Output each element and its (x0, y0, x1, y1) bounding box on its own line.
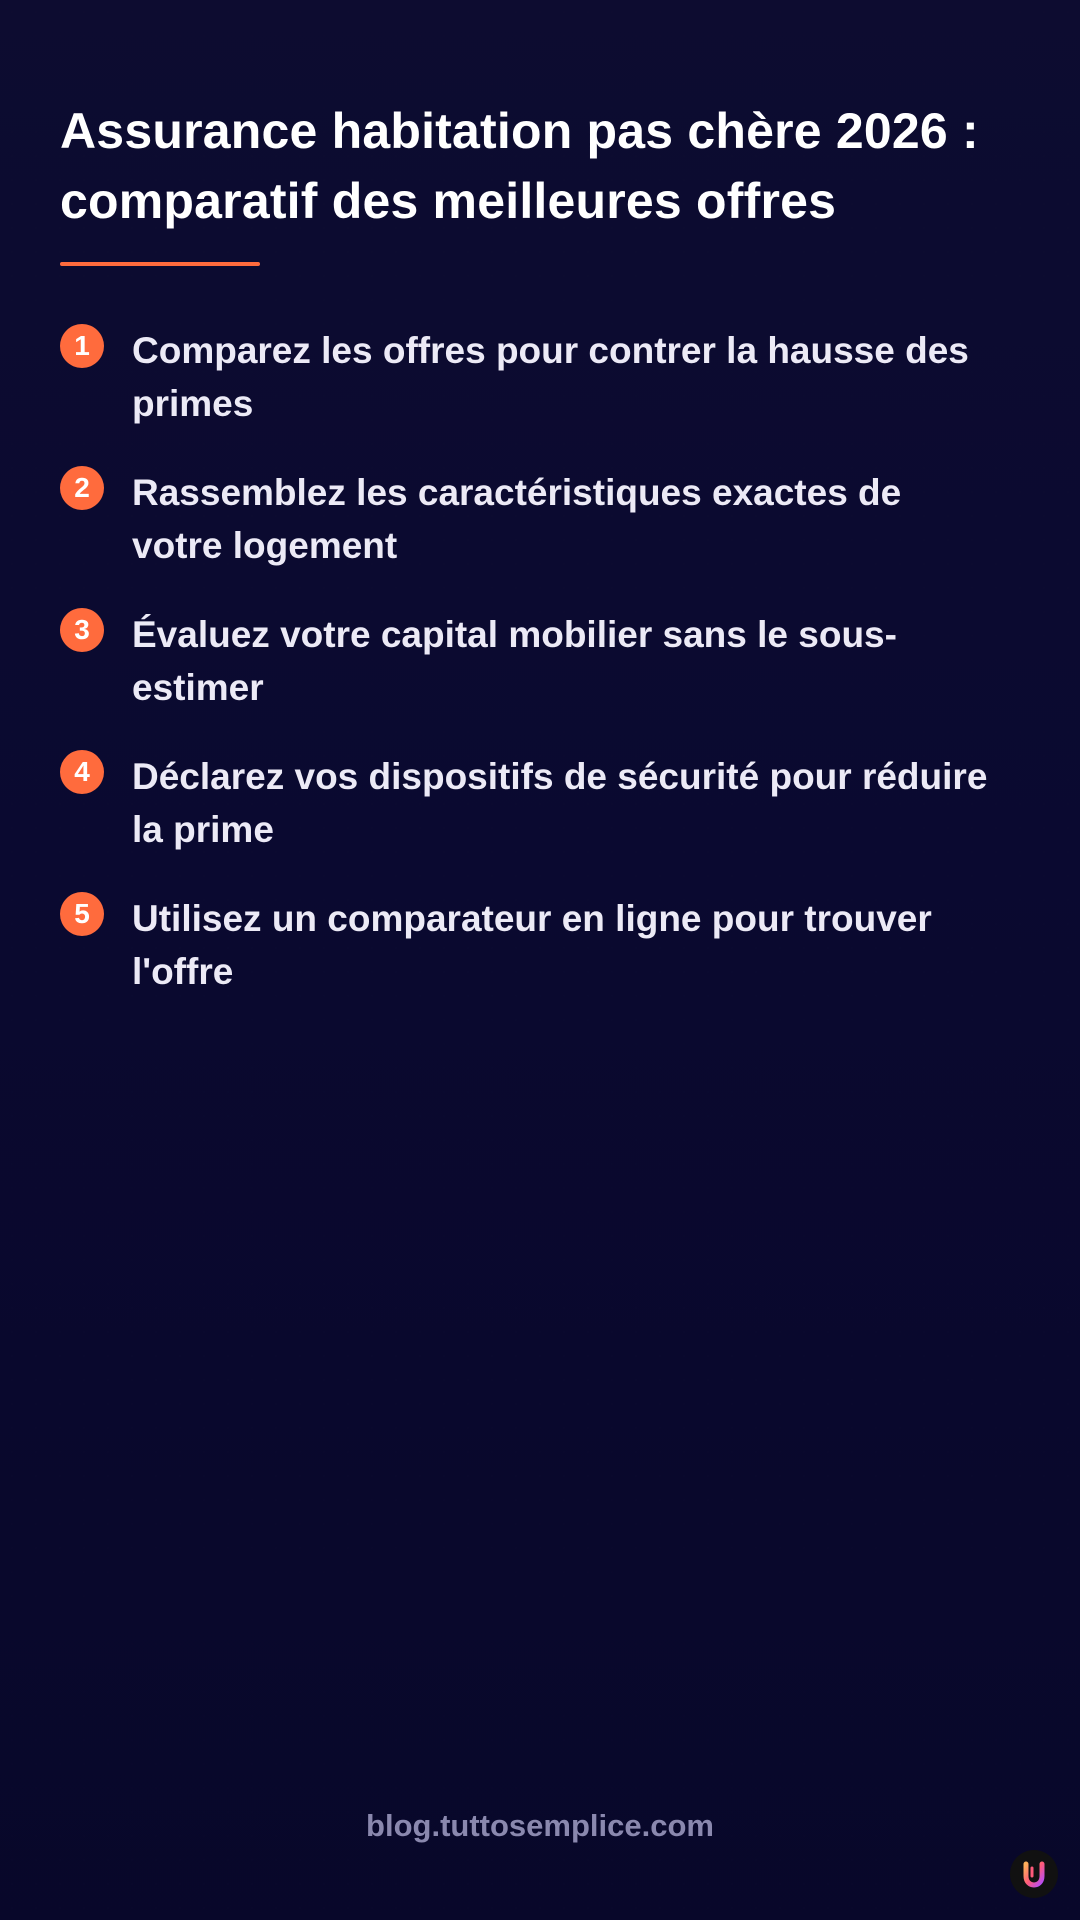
list-item (60, 324, 1020, 430)
list-item (60, 750, 1020, 856)
step-text: Déclarez vos dispositifs de sécurité pour réduire la prime (132, 756, 988, 850)
step-number-badge: 4 (60, 750, 104, 794)
list-item (60, 892, 1020, 998)
page-title: Assurance habitation pas chère 2026 : comparatif des meilleures offres (60, 103, 979, 229)
step-text: Comparez les offres pour contrer la hausse des primes (132, 330, 969, 424)
step-number-badge: 5 (60, 892, 104, 936)
list-item (60, 608, 1020, 714)
step-number-badge: 1 (60, 324, 104, 368)
step-number-badge: 2 (60, 466, 104, 510)
step-text: Évaluez votre capital mobilier sans le sous-estimer (132, 614, 897, 708)
brand-logo-icon (1010, 1850, 1058, 1898)
footer-domain: blog.tuttosemplice.com (366, 1808, 714, 1843)
article-card (60, 96, 1020, 1034)
step-number-badge: 3 (60, 608, 104, 652)
title-underline (60, 262, 260, 266)
step-text: Utilisez un comparateur en ligne pour trouver l'offre (132, 898, 932, 992)
step-text: Rassemblez les caractéristiques exactes de votre logement (132, 472, 902, 566)
list-item (60, 466, 1020, 572)
steps-list (60, 324, 1020, 998)
